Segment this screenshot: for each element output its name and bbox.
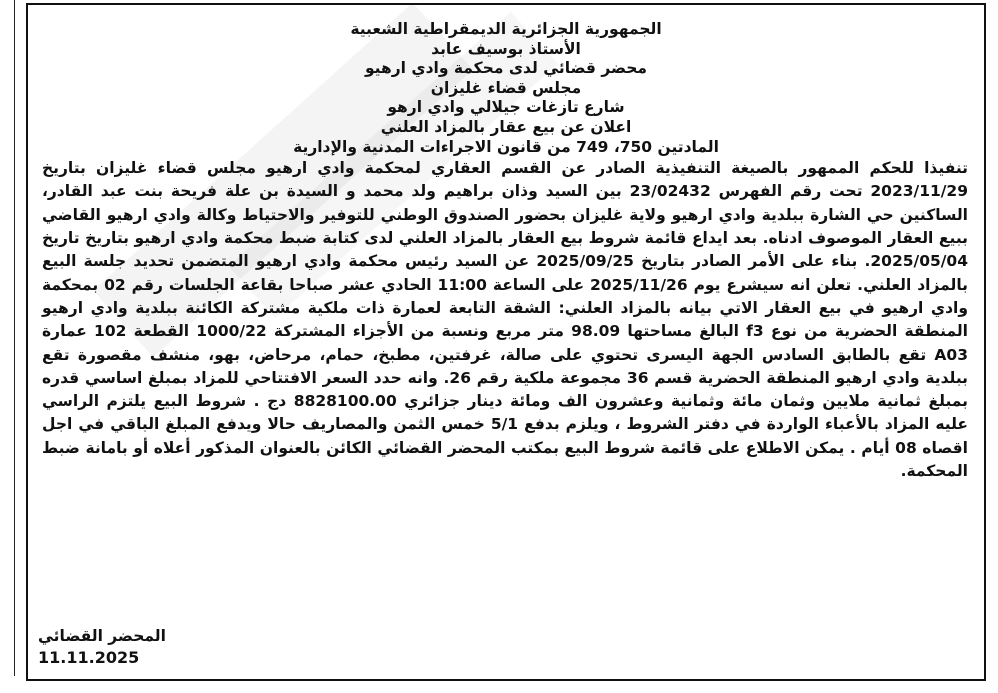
bailiff-court: محضر قضائي لدى محكمة وادي ارهيو (364, 59, 648, 78)
notice-header (28, 5, 984, 157)
signature-title: المحضر القضائي (38, 627, 166, 645)
office-address: شارع تازغات جيلالي وادي ارهو (387, 98, 625, 117)
signature-date: 11.11.2025 (38, 648, 140, 667)
notice-body: تنفيذا للحكم الممهور بالصيغة التنفيذية الصادر عن القسم العقاري لمحكمة وادي ارهيو مجلس قضاء غليزان بتاريخ 2023/11/29 تحت رقم الفهرس 23/02432 بين السيد وذان براهيم ولد محمد و السيدة بن علة فريحة بنت عبد القادر، الساكنين حي الشارة ببلدية وادي ارهيو ولاية غليزان بحضور الصندوق الوطني للتوفير والاحتياط وكالة وادي ارهيو القاضي ببيع العقار الموصوف ادناه. بعد ايداع قائمة شروط بيع العقار بالمزاد العلني لدى كتابة ضبط محكمة وادي ارهيو بتاريخ تاريخ 2025/05/04. بناء على الأمر الصادر بتاريخ 2025/09/25 عن السيد رئيس محكمة وادي ارهيو المتضمن تحديد جلسة البيع بالمزاد العلني. تعلن انه سيشرع يوم 2025/11/26 على الساعة 11:00 الحادي عشر صباحا بقاعة الجلسات رقم 02 بمحكمة وادي ارهيو في بيع العقار الاتي بيانه بالمزاد العلني: الشقة التابعة لعمارة ذات ملكية مشتركة الكائنة ببلدية وادي ارهيو المنطقة الحضرية من نوع f3 البالغ مساحتها 98.09 متر مربع ونسبة من الأجزاء المشتركة 1000/22 القطعة 102 عمارة A03 تقع بالطابق السادس الجهة اليسرى تحتوي على صالة، غرفتين، مطبخ، حمام، مرحاض، بهو، منشف مقصورة تقع ببلدية وادي ارهيو المنطقة الحضرية قسم 36 مجموعة ملكية رقم 26. وانه حدد السعر الافتتاحي للمزاد بمبلغ اساسي قدره بمبلغ ثمانية ملايين وثمان مائة وثمانية وعشرون الف ومائة دينار جزائري 8828100.00 دج . شروط البيع يلتزم الراسي عليه المزاد بالأعباء الواردة في دفتر الشروط ، ويلزم بدفع 5/1 خمس الثمن والمصاريف حالا ويدفع المبلغ الباقي في اجل اقصاه 08 أيام . يمكن الاطلاع على قائمة شروط البيع بمكتب المحضر القضائي الكائن بالعنوان المذكور أعلاه أو بامانة ضبط المحكمة. (42, 159, 969, 481)
notice-frame (26, 3, 986, 681)
notice-title: اعلان عن بيع عقار بالمزاد العلني (380, 117, 632, 136)
signature-block (38, 625, 166, 669)
bailiff-name: الأستاذ بوسيف عابد (431, 39, 581, 58)
legal-reference: المادتين 750، 749 من قانون الاجراءات المدنية والإدارية (293, 137, 719, 156)
page-edge-rule (14, 0, 15, 676)
republic-name: الجمهورية الجزائرية الديمقراطية الشعبية (350, 20, 662, 38)
judicial-council: مجلس قضاء غليزان (430, 78, 582, 97)
